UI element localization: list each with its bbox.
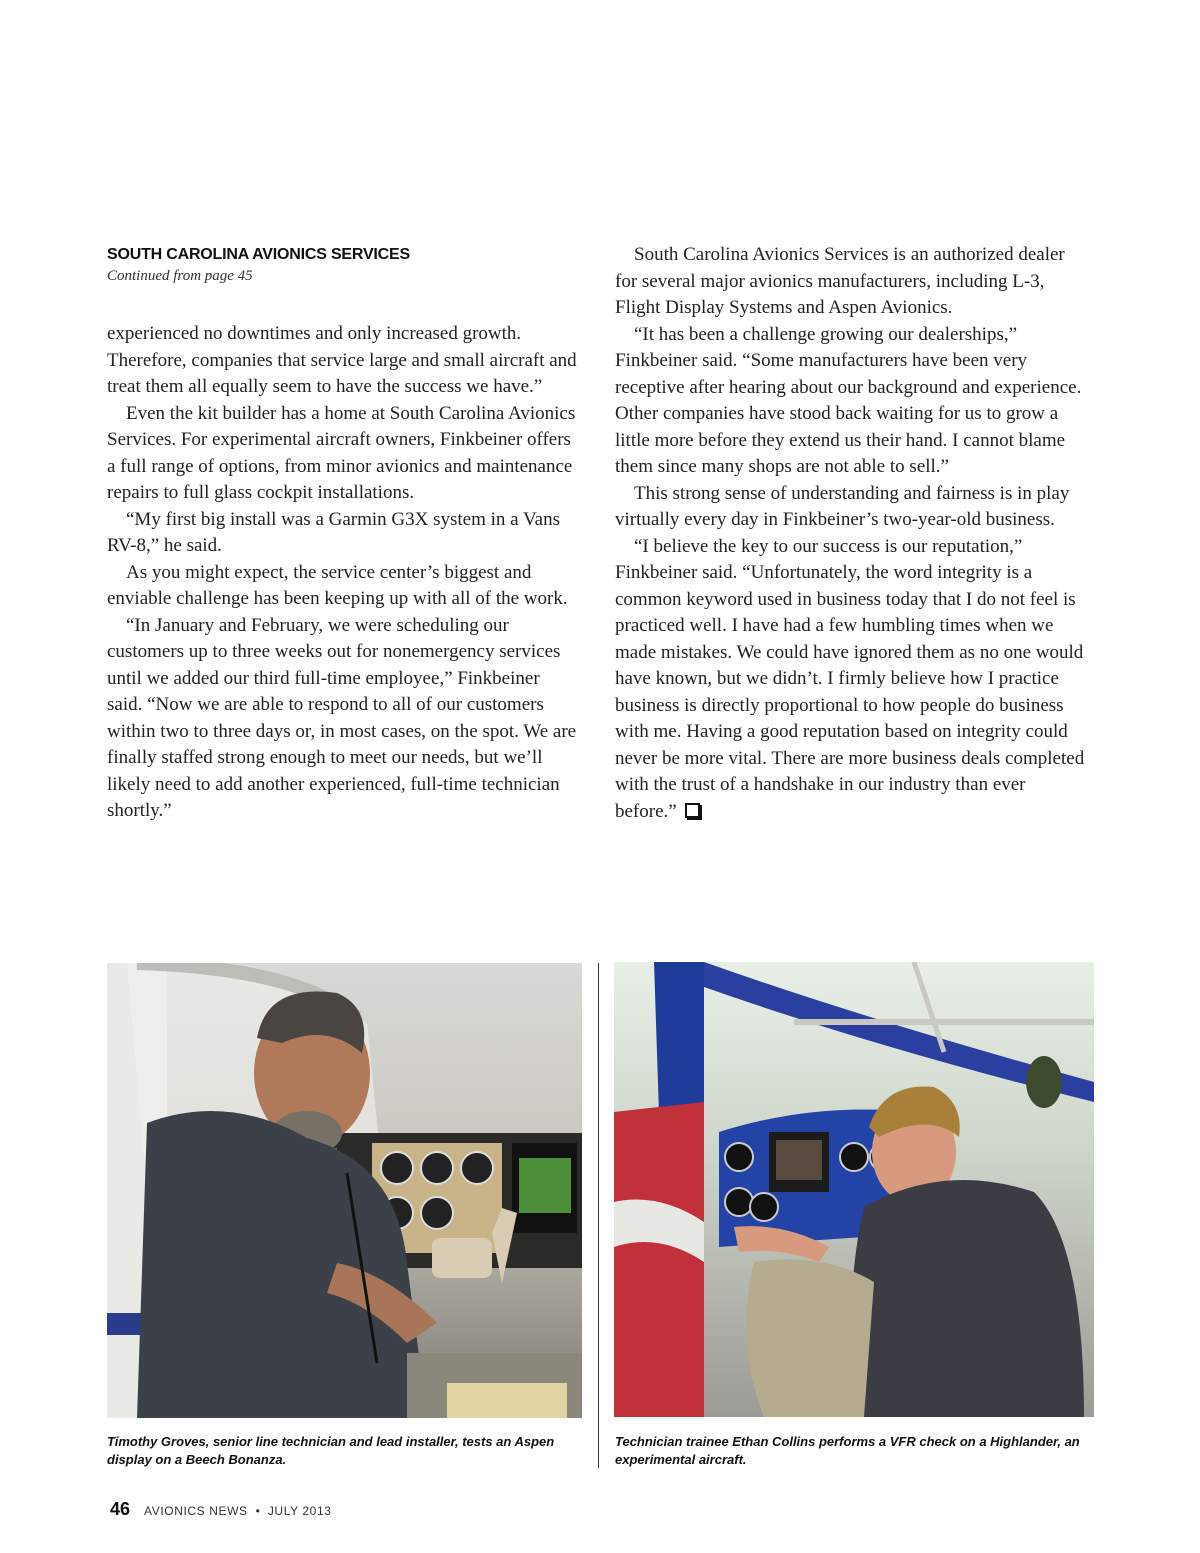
paragraph: This strong sense of understanding and fairness is in play virtually every day in Finkbeiner’s two-year-old business. bbox=[615, 482, 1070, 530]
section-title: SOUTH CAROLINA AVIONICS SERVICES bbox=[107, 246, 410, 263]
photo-caption-left: Timothy Groves, senior line technician and lead installer, tests an Aspen display on a Beech Bonanza. bbox=[107, 1434, 555, 1467]
paragraph: “In January and February, we were scheduling our customers up to three weeks out for nonemergency services until we added our third full-time employee,” Finkbeiner said. “Now we are able to respond to all of our customers within two to three days or, in most cases, on the spot. We are finally staffed strong enough to meet our needs, but we’ll likely need to add another experienced, full-time technician shortly.” bbox=[107, 614, 577, 821]
publication-name: AVIONICS NEWS bbox=[144, 1504, 248, 1518]
paragraph: South Carolina Avionics Services is an authorized dealer for several major avionics manufacturers, including L-3, Flight Display Systems and Aspen Avionics. bbox=[615, 244, 1065, 318]
left-column bbox=[107, 321, 577, 825]
page-number: 46 bbox=[110, 1499, 131, 1519]
photo-technician-bonanza bbox=[107, 963, 582, 1418]
photo-divider bbox=[598, 963, 599, 1468]
photo-trainee-highlander bbox=[614, 962, 1094, 1417]
paragraph-final bbox=[615, 534, 1090, 826]
continued-note: Continued from page 45 bbox=[107, 268, 253, 284]
paragraph: “My first big install was a Garmin G3X system in a Vans RV-8,” he said. bbox=[107, 508, 560, 556]
footer-separator: • bbox=[255, 1504, 260, 1518]
paragraph: As you might expect, the service center’s biggest and enviable challenge has been keeping up with all of the work. bbox=[107, 561, 568, 609]
paragraph: experienced no downtimes and only increased growth. Therefore, companies that service large and small aircraft and treat them all equally seem to have the success we have.” bbox=[107, 323, 577, 397]
right-column bbox=[615, 242, 1090, 825]
photo-illustration-right bbox=[614, 962, 1094, 1417]
photo-caption-right: Technician trainee Ethan Collins performs a VFR check on a Highlander, an experimental aircraft. bbox=[615, 1434, 1080, 1467]
end-mark-icon bbox=[685, 803, 700, 818]
article-header bbox=[107, 244, 577, 286]
paragraph-text: “I believe the key to our success is our reputation,” Finkbeiner said. “Unfortunately, the word integrity is a common keyword used in business today that I do not feel is practiced well. I have had a few humbling times when we made mistakes. We could have ignored them as no one would have known, but we didn’t. I firmly believe how I practice business is directly proportional to how people do business with me. Having a good reputation based on integrity could never be more vital. There are more business deals completed with the trust of a handshake in our industry than ever before.” bbox=[615, 535, 1085, 822]
photo-illustration-left bbox=[107, 963, 582, 1418]
paragraph: “It has been a challenge growing our dealerships,” Finkbeiner said. “Some manufacturers have been very receptive after hearing about our background and experience. Other companies have stood back waiting for us to grow a little more before they extend us their hand. I cannot blame them since many shops are not able to sell.” bbox=[615, 323, 1082, 477]
paragraph: Even the kit builder has a home at South Carolina Avionics Services. For experimental aircraft owners, Finkbeiner offers a full range of options, from minor avionics and maintenance repairs to full glass cockpit installations. bbox=[107, 402, 576, 503]
page-footer bbox=[110, 1499, 332, 1520]
issue-date: JULY 2013 bbox=[267, 1504, 332, 1518]
